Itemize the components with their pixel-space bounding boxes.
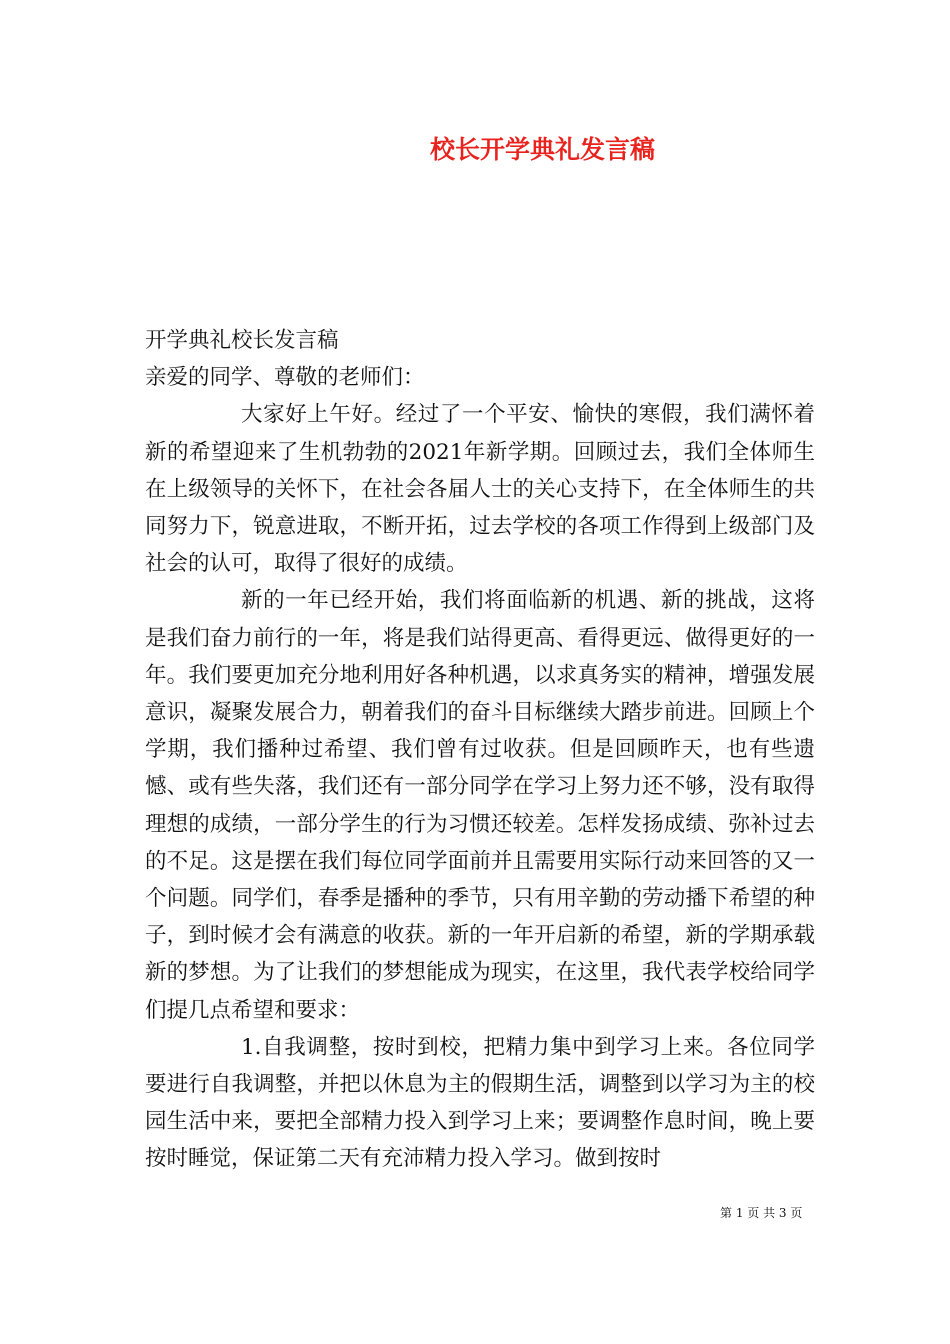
page-number-footer: 第 1 页 共 3 页 xyxy=(720,1206,803,1220)
paragraph-2: 新的一年已经开始，我们将面临新的机遇、新的挑战，这将是我们奋力前行的一年，将是我们站得更高、看得更远、做得更好的一年。我们要更加充分地利用好各种机遇，以求真务实的精神，增强发展意识，凝聚发展合力，朝着我们的奋斗目标继续大踏步前进。回顾上个学期，我们播种过希望、我们曾有过收获。但是回顾昨天，也有些遗憾、或有些失落，我们还有一部分同学在学习上努力还不够，没有取得理想的成绩，一部分学生的行为习惯还较差。怎样发扬成绩、弥补过去的不足。这是摆在我们每位同学面前并且需要用实际行动来回答的又一个问题。同学们，春季是播种的季节，只有用辛勤的劳动播下希望的种子，到时候才会有满意的收获。新的一年开启新的希望，新的学期承载新的梦想。为了让我们的梦想能成为现实，在这里，我代表学校给同学们提几点希望和要求： xyxy=(145,588,815,1023)
paragraph-1: 大家好上午好。经过了一个平安、愉快的寒假，我们满怀着新的希望迎来了生机勃勃的2021年新学期。回顾过去，我们全体师生在上级领导的关怀下，在社会各届人士的关心支持下，在全体师生的共同努力下，锐意进取，不断开拓，过去学校的各项工作得到上级部门及社会的认可，取得了很好的成绩。 xyxy=(145,402,815,577)
document-title: 校长开学典礼发言稿 xyxy=(430,135,656,164)
paragraph-3: 1.自我调整，按时到校，把精力集中到学习上来。各位同学要进行自我调整，并把以休息为主的假期生活，调整到以学习为主的校园生活中来，要把全部精力投入到学习上来；要调整作息时间，晚上要按时睡觉，保证第二天有充沛精力投入学习。做到按时 xyxy=(145,1034,815,1172)
salutation: 亲爱的同学、尊敬的老师们： xyxy=(145,365,425,391)
speech-heading: 开学典礼校长发言稿 xyxy=(145,328,339,353)
document-body xyxy=(145,322,815,1178)
